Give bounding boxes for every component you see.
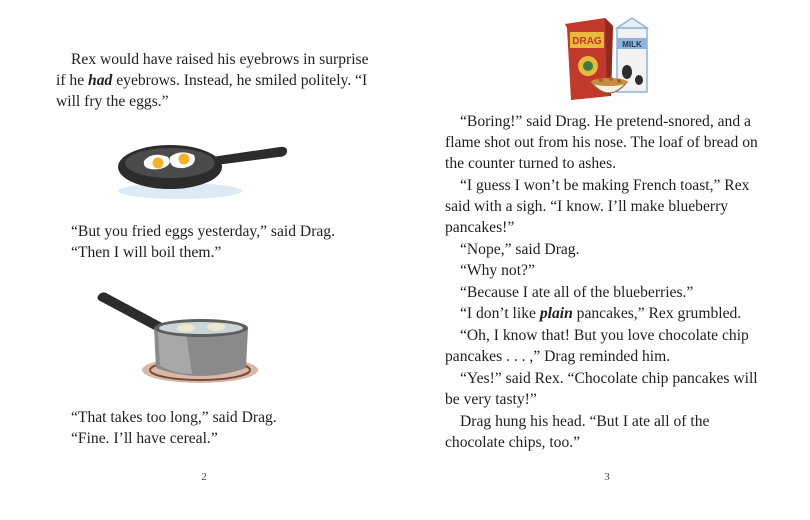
pan-interior bbox=[125, 148, 215, 178]
text-line: “Yes!” said Rex. “Chocolate chip pancakes will bbox=[460, 370, 758, 387]
text-line: chocolate chips, too.” bbox=[445, 434, 581, 451]
text-line: said with a sigh. “I know. I’ll make blueberry bbox=[445, 198, 729, 215]
egg-yolk bbox=[179, 154, 190, 165]
text-line: “I don’t like plain pancakes,” Rex grumbled. bbox=[460, 305, 742, 322]
text-line: “But you fried eggs yesterday,” said Drag. bbox=[71, 223, 335, 240]
text-line: pancakes . . . ,” Drag reminded him. bbox=[445, 348, 671, 365]
egg-yolk bbox=[153, 158, 164, 169]
water bbox=[159, 322, 243, 334]
page-number: 3 bbox=[604, 471, 610, 483]
egg bbox=[177, 324, 195, 332]
text-line: “I guess I won’t be making French toast,” Rex bbox=[460, 177, 750, 194]
text-line: if he had eyebrows. Instead, he smiled politely. “I bbox=[56, 72, 368, 89]
text-line: “Fine. I’ll have cereal.” bbox=[71, 430, 218, 447]
frying-pan-illustration bbox=[112, 135, 312, 205]
text-line: be very tasty!” bbox=[445, 391, 537, 408]
pan-handle bbox=[212, 147, 287, 165]
text-line: “Then I will boil them.” bbox=[71, 244, 222, 261]
saucepan-handle bbox=[98, 292, 165, 332]
cereal-piece bbox=[617, 79, 621, 83]
egg bbox=[207, 323, 225, 331]
text-line: Drag hung his head. “But I ate all of the bbox=[460, 413, 710, 430]
cereal-piece bbox=[599, 78, 603, 82]
text-line: the counter turned to ashes. bbox=[445, 155, 617, 172]
cereal-in-bowl bbox=[591, 78, 627, 86]
text-line: “Nope,” said Drag. bbox=[460, 241, 580, 258]
text-line: pancakes!” bbox=[445, 219, 515, 236]
text-line: flame shot out from his nose. The loaf of bread on bbox=[445, 134, 758, 151]
text-line: Rex would have raised his eyebrows in surprise bbox=[71, 51, 369, 68]
milk-carton-spot bbox=[622, 65, 632, 79]
text-line: “Boring!” said Drag. He pretend-snored, and a bbox=[460, 113, 751, 130]
text-line: “That takes too long,” said Drag. bbox=[71, 409, 277, 426]
text-line: “Oh, I know that! But you love chocolate chip bbox=[460, 327, 749, 344]
page-number: 2 bbox=[201, 471, 207, 483]
cereal-piece bbox=[609, 77, 613, 81]
milk-label-text: MILK bbox=[622, 40, 642, 49]
milk-carton-top bbox=[617, 18, 647, 28]
emphasized-word: plain bbox=[539, 305, 573, 322]
cereal-and-milk-illustration bbox=[561, 14, 671, 106]
right-page bbox=[405, 0, 810, 520]
milk-carton-spot bbox=[635, 75, 643, 85]
emphasized-word: had bbox=[88, 72, 113, 89]
text-line: “Why not?” bbox=[460, 262, 535, 279]
text-line: will fry the eggs.” bbox=[56, 93, 169, 110]
saucepan-illustration bbox=[96, 288, 266, 388]
text-line: “Because I ate all of the blueberries.” bbox=[460, 284, 694, 301]
cereal-box-emblem-center bbox=[583, 61, 593, 71]
cereal-brand-text: DRAG bbox=[572, 36, 602, 47]
